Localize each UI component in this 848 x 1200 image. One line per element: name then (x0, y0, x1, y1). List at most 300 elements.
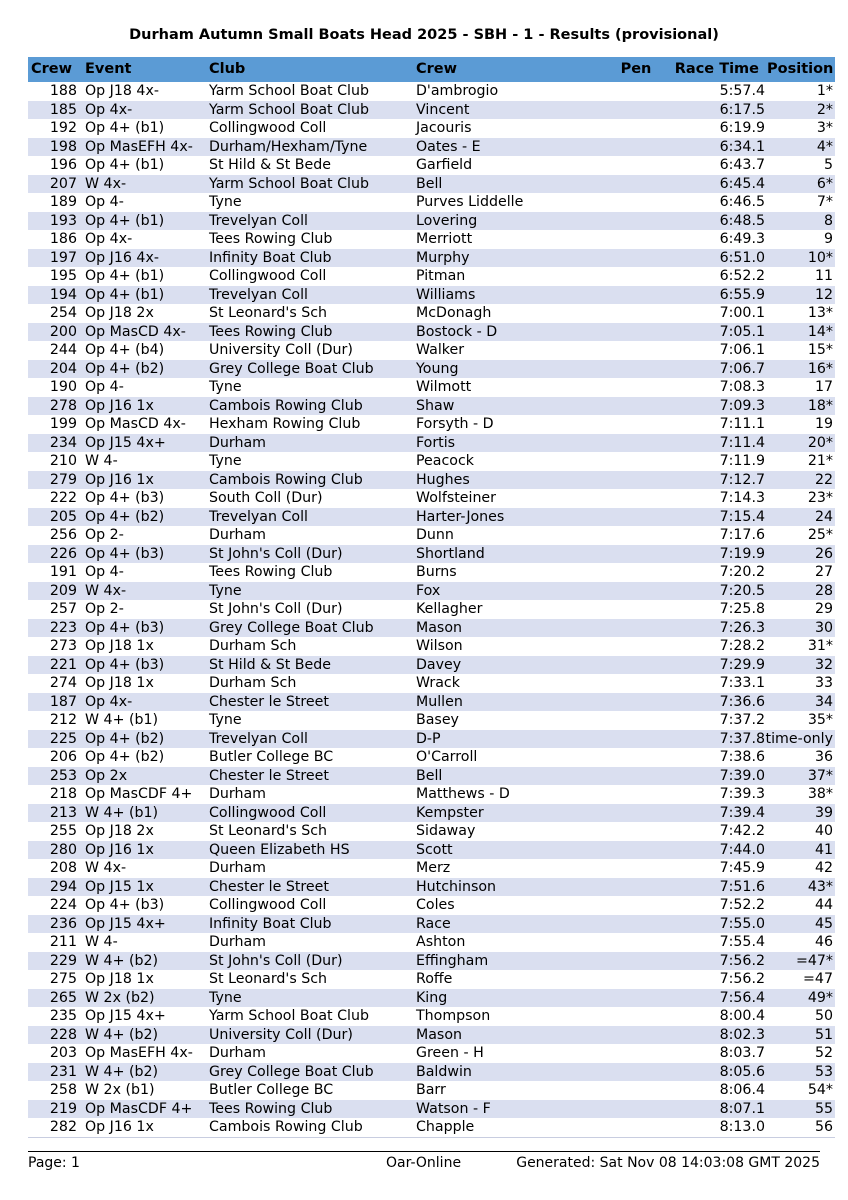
cell-crew-number: 219 (28, 1100, 81, 1119)
cell-club: Collingwood Coll (209, 119, 416, 138)
table-row (28, 600, 835, 619)
cell-crew-number: 209 (28, 582, 81, 601)
cell-crew-number: 218 (28, 785, 81, 804)
cell-pen (616, 952, 656, 971)
cell-crew-number: 196 (28, 156, 81, 175)
cell-race-time: 7:36.6 (656, 693, 765, 712)
cell-race-time: 7:55.4 (656, 933, 765, 952)
table-row (28, 508, 835, 527)
table-row (28, 582, 835, 601)
cell-pen (616, 619, 656, 638)
column-header-crew-number: Crew (28, 57, 81, 82)
cell-pen (616, 767, 656, 786)
cell-pen (616, 249, 656, 268)
cell-pen (616, 286, 656, 305)
cell-pen (616, 711, 656, 730)
cell-club: St John's Coll (Dur) (209, 952, 416, 971)
cell-race-time: 7:00.1 (656, 304, 765, 323)
cell-club: Durham (209, 434, 416, 453)
column-header-crew-name: Crew (416, 57, 616, 82)
cell-crew-number: 258 (28, 1081, 81, 1100)
cell-position: 22 (765, 471, 835, 490)
cell-position: 13* (765, 304, 835, 323)
cell-event: Op MasCD 4x- (81, 415, 209, 434)
table-row (28, 415, 835, 434)
cell-pen (616, 915, 656, 934)
cell-event: W 2x (b1) (81, 1081, 209, 1100)
table-row (28, 1081, 835, 1100)
table-row (28, 859, 835, 878)
cell-race-time: 6:45.4 (656, 175, 765, 194)
cell-position: 26 (765, 545, 835, 564)
cell-club: Trevelyan Coll (209, 730, 416, 749)
cell-club: Grey College Boat Club (209, 360, 416, 379)
cell-pen (616, 119, 656, 138)
cell-event: Op J15 1x (81, 878, 209, 897)
cell-race-time: 7:09.3 (656, 397, 765, 416)
cell-pen (616, 526, 656, 545)
cell-crew-name: Scott (416, 841, 616, 860)
cell-crew-number: 199 (28, 415, 81, 434)
table-row (28, 563, 835, 582)
table-row (28, 711, 835, 730)
cell-crew-name: Purves Liddelle (416, 193, 616, 212)
cell-race-time: 7:37.2 (656, 711, 765, 730)
cell-club: Collingwood Coll (209, 896, 416, 915)
cell-crew-number: 234 (28, 434, 81, 453)
cell-race-time: 7:38.6 (656, 748, 765, 767)
cell-club: Durham/Hexham/Tyne (209, 138, 416, 157)
cell-event: Op 4+ (b1) (81, 286, 209, 305)
cell-position: 39 (765, 804, 835, 823)
cell-crew-name: Hutchinson (416, 878, 616, 897)
table-row (28, 637, 835, 656)
cell-pen (616, 600, 656, 619)
cell-pen (616, 489, 656, 508)
cell-event: Op MasCDF 4+ (81, 1100, 209, 1119)
cell-crew-name: Peacock (416, 452, 616, 471)
cell-pen (616, 323, 656, 342)
cell-race-time: 7:11.1 (656, 415, 765, 434)
cell-crew-name: Ashton (416, 933, 616, 952)
cell-event: Op 2- (81, 600, 209, 619)
cell-event: W 4+ (b2) (81, 952, 209, 971)
cell-event: Op 2x (81, 767, 209, 786)
cell-crew-name: Vincent (416, 101, 616, 120)
cell-crew-number: 235 (28, 1007, 81, 1026)
cell-crew-number: 254 (28, 304, 81, 323)
cell-event: Op 4- (81, 193, 209, 212)
cell-club: Tyne (209, 378, 416, 397)
cell-pen (616, 896, 656, 915)
cell-pen (616, 1044, 656, 1063)
table-row (28, 1118, 835, 1137)
cell-club: South Coll (Dur) (209, 489, 416, 508)
cell-crew-name: Harter-Jones (416, 508, 616, 527)
cell-position: 30 (765, 619, 835, 638)
cell-crew-name: Wrack (416, 674, 616, 693)
cell-race-time: 8:00.4 (656, 1007, 765, 1026)
cell-crew-name: Hughes (416, 471, 616, 490)
cell-position: 14* (765, 323, 835, 342)
table-row (28, 471, 835, 490)
cell-club: Trevelyan Coll (209, 212, 416, 231)
cell-pen (616, 82, 656, 101)
cell-pen (616, 267, 656, 286)
cell-crew-name: Basey (416, 711, 616, 730)
cell-position: 19 (765, 415, 835, 434)
cell-crew-number: 222 (28, 489, 81, 508)
cell-event: Op J16 1x (81, 841, 209, 860)
cell-event: Op J15 4x+ (81, 1007, 209, 1026)
table-row (28, 101, 835, 120)
cell-crew-number: 274 (28, 674, 81, 693)
table-row (28, 82, 835, 101)
cell-club: Yarm School Boat Club (209, 1007, 416, 1026)
cell-race-time: 6:34.1 (656, 138, 765, 157)
cell-crew-number: 236 (28, 915, 81, 934)
cell-pen (616, 212, 656, 231)
cell-position: 29 (765, 600, 835, 619)
cell-crew-number: 229 (28, 952, 81, 971)
cell-club: St Hild & St Bede (209, 156, 416, 175)
cell-race-time: 5:57.4 (656, 82, 765, 101)
cell-pen (616, 1063, 656, 1082)
cell-club: Chester le Street (209, 693, 416, 712)
cell-position: 32 (765, 656, 835, 675)
cell-club: Durham (209, 526, 416, 545)
cell-event: W 4+ (b2) (81, 1026, 209, 1045)
cell-event: Op J18 1x (81, 970, 209, 989)
cell-club: Butler College BC (209, 1081, 416, 1100)
cell-race-time: 8:02.3 (656, 1026, 765, 1045)
cell-position: time-only (765, 730, 833, 747)
cell-position: 56 (765, 1118, 835, 1137)
cell-crew-number: 228 (28, 1026, 81, 1045)
cell-event: Op 4+ (b1) (81, 267, 209, 286)
cell-position: 55 (765, 1100, 835, 1119)
cell-crew-name: Walker (416, 341, 616, 360)
cell-crew-number: 212 (28, 711, 81, 730)
cell-event: Op J18 2x (81, 822, 209, 841)
cell-crew-number: 208 (28, 859, 81, 878)
table-row (28, 785, 835, 804)
cell-pen (616, 859, 656, 878)
cell-position: 28 (765, 582, 835, 601)
cell-race-time: 7:52.2 (656, 896, 765, 915)
table-row (28, 156, 835, 175)
cell-crew-number: 188 (28, 82, 81, 101)
cell-event: Op 4- (81, 378, 209, 397)
cell-position: 7* (765, 193, 835, 212)
cell-club: Tyne (209, 193, 416, 212)
cell-pen (616, 193, 656, 212)
cell-club: Collingwood Coll (209, 267, 416, 286)
cell-crew-number: 213 (28, 804, 81, 823)
cell-race-time: 8:06.4 (656, 1081, 765, 1100)
cell-pen (616, 989, 656, 1008)
cell-pen (616, 674, 656, 693)
cell-pen (616, 378, 656, 397)
cell-crew-number: 278 (28, 397, 81, 416)
cell-race-time: 7:56.2 (656, 952, 765, 971)
cell-position: 23* (765, 489, 835, 508)
cell-race-time: 7:15.4 (656, 508, 765, 527)
cell-club: Durham (209, 933, 416, 952)
cell-position: =47 (765, 970, 835, 989)
cell-position: 43* (765, 878, 835, 897)
cell-club: Tyne (209, 582, 416, 601)
cell-event: W 4+ (b1) (81, 711, 209, 730)
table-row (28, 323, 835, 342)
cell-event: Op 4x- (81, 230, 209, 249)
cell-event: Op 4+ (b3) (81, 656, 209, 675)
cell-crew-name: Wilson (416, 637, 616, 656)
cell-race-time: 8:03.7 (656, 1044, 765, 1063)
cell-pen (616, 156, 656, 175)
table-row (28, 489, 835, 508)
cell-crew-number: 226 (28, 545, 81, 564)
cell-club: Trevelyan Coll (209, 286, 416, 305)
cell-crew-number: 231 (28, 1063, 81, 1082)
cell-pen (616, 1100, 656, 1119)
cell-club: Infinity Boat Club (209, 249, 416, 268)
cell-crew-number: 205 (28, 508, 81, 527)
cell-race-time: 7:51.6 (656, 878, 765, 897)
cell-position: 52 (765, 1044, 835, 1063)
cell-crew-name: Oates - E (416, 138, 616, 157)
table-row (28, 878, 835, 897)
cell-club: Chester le Street (209, 767, 416, 786)
cell-crew-name: Davey (416, 656, 616, 675)
cell-crew-name: Mason (416, 619, 616, 638)
column-header-race-time: Race Time (656, 57, 765, 82)
cell-race-time: 6:48.5 (656, 212, 765, 231)
cell-event: W 4x- (81, 582, 209, 601)
table-row (28, 193, 835, 212)
cell-club: Tees Rowing Club (209, 563, 416, 582)
cell-pen (616, 970, 656, 989)
column-header-position: Position (765, 57, 835, 82)
cell-crew-name: Shaw (416, 397, 616, 416)
cell-race-time: 7:56.2 (656, 970, 765, 989)
cell-position: 20* (765, 434, 835, 453)
cell-position: 12 (765, 286, 835, 305)
cell-position: 6* (765, 175, 835, 194)
cell-event: W 4- (81, 933, 209, 952)
cell-race-time: 7:29.9 (656, 656, 765, 675)
cell-position: 51 (765, 1026, 835, 1045)
cell-crew-name: Fortis (416, 434, 616, 453)
cell-pen (616, 230, 656, 249)
cell-position: 45 (765, 915, 835, 934)
cell-club: Collingwood Coll (209, 804, 416, 823)
cell-race-time: 8:13.0 (656, 1118, 765, 1137)
table-row (28, 119, 835, 138)
table-row (28, 748, 835, 767)
cell-pen (616, 1026, 656, 1045)
cell-crew-name: Baldwin (416, 1063, 616, 1082)
cell-position: 54* (765, 1081, 835, 1100)
cell-club: Grey College Boat Club (209, 1063, 416, 1082)
cell-position: 11 (765, 267, 835, 286)
cell-crew-number: 194 (28, 286, 81, 305)
cell-event: Op 4+ (b3) (81, 619, 209, 638)
cell-crew-name: Jacouris (416, 119, 616, 138)
cell-event: Op MasCDF 4+ (81, 785, 209, 804)
cell-race-time: 7:19.9 (656, 545, 765, 564)
cell-race-time: 6:52.2 (656, 267, 765, 286)
cell-race-time: 6:43.7 (656, 156, 765, 175)
cell-event: Op J16 1x (81, 397, 209, 416)
table-row (28, 674, 835, 693)
table-row (28, 841, 835, 860)
cell-position: =47* (765, 952, 835, 971)
table-row (28, 230, 835, 249)
cell-event: Op 4+ (b1) (81, 119, 209, 138)
cell-crew-name: O'Carroll (416, 748, 616, 767)
cell-crew-name: Bell (416, 767, 616, 786)
cell-pen (616, 471, 656, 490)
cell-position: 53 (765, 1063, 835, 1082)
table-row (28, 970, 835, 989)
cell-position: 18* (765, 397, 835, 416)
cell-position: 9 (765, 230, 835, 249)
cell-crew-number: 224 (28, 896, 81, 915)
table-row (28, 693, 835, 712)
cell-pen (616, 841, 656, 860)
cell-club: Durham Sch (209, 674, 416, 693)
cell-crew-number: 197 (28, 249, 81, 268)
cell-crew-number: 279 (28, 471, 81, 490)
cell-race-time: 7:28.2 (656, 637, 765, 656)
cell-pen (616, 341, 656, 360)
cell-event: W 4+ (b2) (81, 1063, 209, 1082)
footer-generated: Generated: Sat Nov 08 14:03:08 GMT 2025 (516, 1155, 820, 1171)
cell-position: 4* (765, 138, 835, 157)
cell-event: W 4x- (81, 859, 209, 878)
cell-crew-number: 192 (28, 119, 81, 138)
cell-club: Durham Sch (209, 637, 416, 656)
cell-race-time: 7:17.6 (656, 526, 765, 545)
table-row (28, 286, 835, 305)
cell-position: 36 (765, 748, 835, 767)
cell-pen (616, 434, 656, 453)
cell-crew-name: Merriott (416, 230, 616, 249)
cell-club: Tees Rowing Club (209, 323, 416, 342)
cell-race-time: 7:12.7 (656, 471, 765, 490)
table-row (28, 526, 835, 545)
cell-position: 40 (765, 822, 835, 841)
cell-event: Op J18 2x (81, 304, 209, 323)
cell-pen (616, 1081, 656, 1100)
cell-crew-number: 280 (28, 841, 81, 860)
cell-position: 46 (765, 933, 835, 952)
cell-crew-name: Forsyth - D (416, 415, 616, 434)
cell-position: 35* (765, 711, 835, 730)
cell-event: Op J16 4x- (81, 249, 209, 268)
cell-crew-name: King (416, 989, 616, 1008)
cell-pen (616, 693, 656, 712)
table-row (28, 378, 835, 397)
cell-event: Op MasEFH 4x- (81, 1044, 209, 1063)
cell-race-time: 6:55.9 (656, 286, 765, 305)
cell-crew-number: 187 (28, 693, 81, 712)
cell-crew-name: D'ambrogio (416, 82, 616, 101)
cell-event: Op MasEFH 4x- (81, 138, 209, 157)
cell-pen (616, 138, 656, 157)
table-row (28, 1007, 835, 1026)
cell-club: Durham (209, 859, 416, 878)
cell-position: 8 (765, 212, 835, 231)
cell-event: W 4x- (81, 175, 209, 194)
cell-position: 1* (765, 82, 835, 101)
cell-pen (616, 804, 656, 823)
cell-race-time: 7:42.2 (656, 822, 765, 841)
cell-crew-number: 207 (28, 175, 81, 194)
cell-club: University Coll (Dur) (209, 341, 416, 360)
cell-event: Op 4+ (b3) (81, 545, 209, 564)
cell-race-time: 8:05.6 (656, 1063, 765, 1082)
cell-crew-number: 193 (28, 212, 81, 231)
cell-club: St Leonard's Sch (209, 970, 416, 989)
column-header-club: Club (209, 57, 416, 82)
cell-pen (616, 452, 656, 471)
cell-position: 10* (765, 249, 835, 268)
cell-club: Cambois Rowing Club (209, 397, 416, 416)
cell-race-time: 7:37.8 (656, 730, 765, 749)
cell-club: Queen Elizabeth HS (209, 841, 416, 860)
cell-crew-number: 191 (28, 563, 81, 582)
cell-event: Op 4+ (b4) (81, 341, 209, 360)
cell-crew-name: Coles (416, 896, 616, 915)
cell-crew-name: Bell (416, 175, 616, 194)
cell-crew-number: 253 (28, 767, 81, 786)
cell-position: 42 (765, 859, 835, 878)
cell-event: Op J15 4x+ (81, 915, 209, 934)
cell-crew-name: Bostock - D (416, 323, 616, 342)
cell-race-time: 6:17.5 (656, 101, 765, 120)
table-row (28, 989, 835, 1008)
cell-crew-name: Race (416, 915, 616, 934)
cell-pen (616, 304, 656, 323)
cell-pen (616, 822, 656, 841)
cell-race-time: 7:45.9 (656, 859, 765, 878)
cell-club: Infinity Boat Club (209, 915, 416, 934)
cell-crew-name: Matthews - D (416, 785, 616, 804)
cell-crew-number: 265 (28, 989, 81, 1008)
cell-crew-number: 210 (28, 452, 81, 471)
cell-club: St Hild & St Bede (209, 656, 416, 675)
results-body (28, 82, 835, 1137)
cell-crew-name: Green - H (416, 1044, 616, 1063)
table-row (28, 896, 835, 915)
cell-position: 16* (765, 360, 835, 379)
cell-position: 41 (765, 841, 835, 860)
cell-event: Op 4+ (b2) (81, 748, 209, 767)
cell-event: Op J16 1x (81, 471, 209, 490)
cell-position: 2* (765, 101, 835, 120)
cell-club: St Leonard's Sch (209, 304, 416, 323)
cell-race-time: 7:14.3 (656, 489, 765, 508)
cell-crew-number: 206 (28, 748, 81, 767)
table-row (28, 767, 835, 786)
cell-crew-number: 273 (28, 637, 81, 656)
cell-race-time: 7:08.3 (656, 378, 765, 397)
cell-crew-number: 189 (28, 193, 81, 212)
cell-event: Op 4+ (b3) (81, 896, 209, 915)
column-header-pen: Pen (616, 57, 656, 82)
